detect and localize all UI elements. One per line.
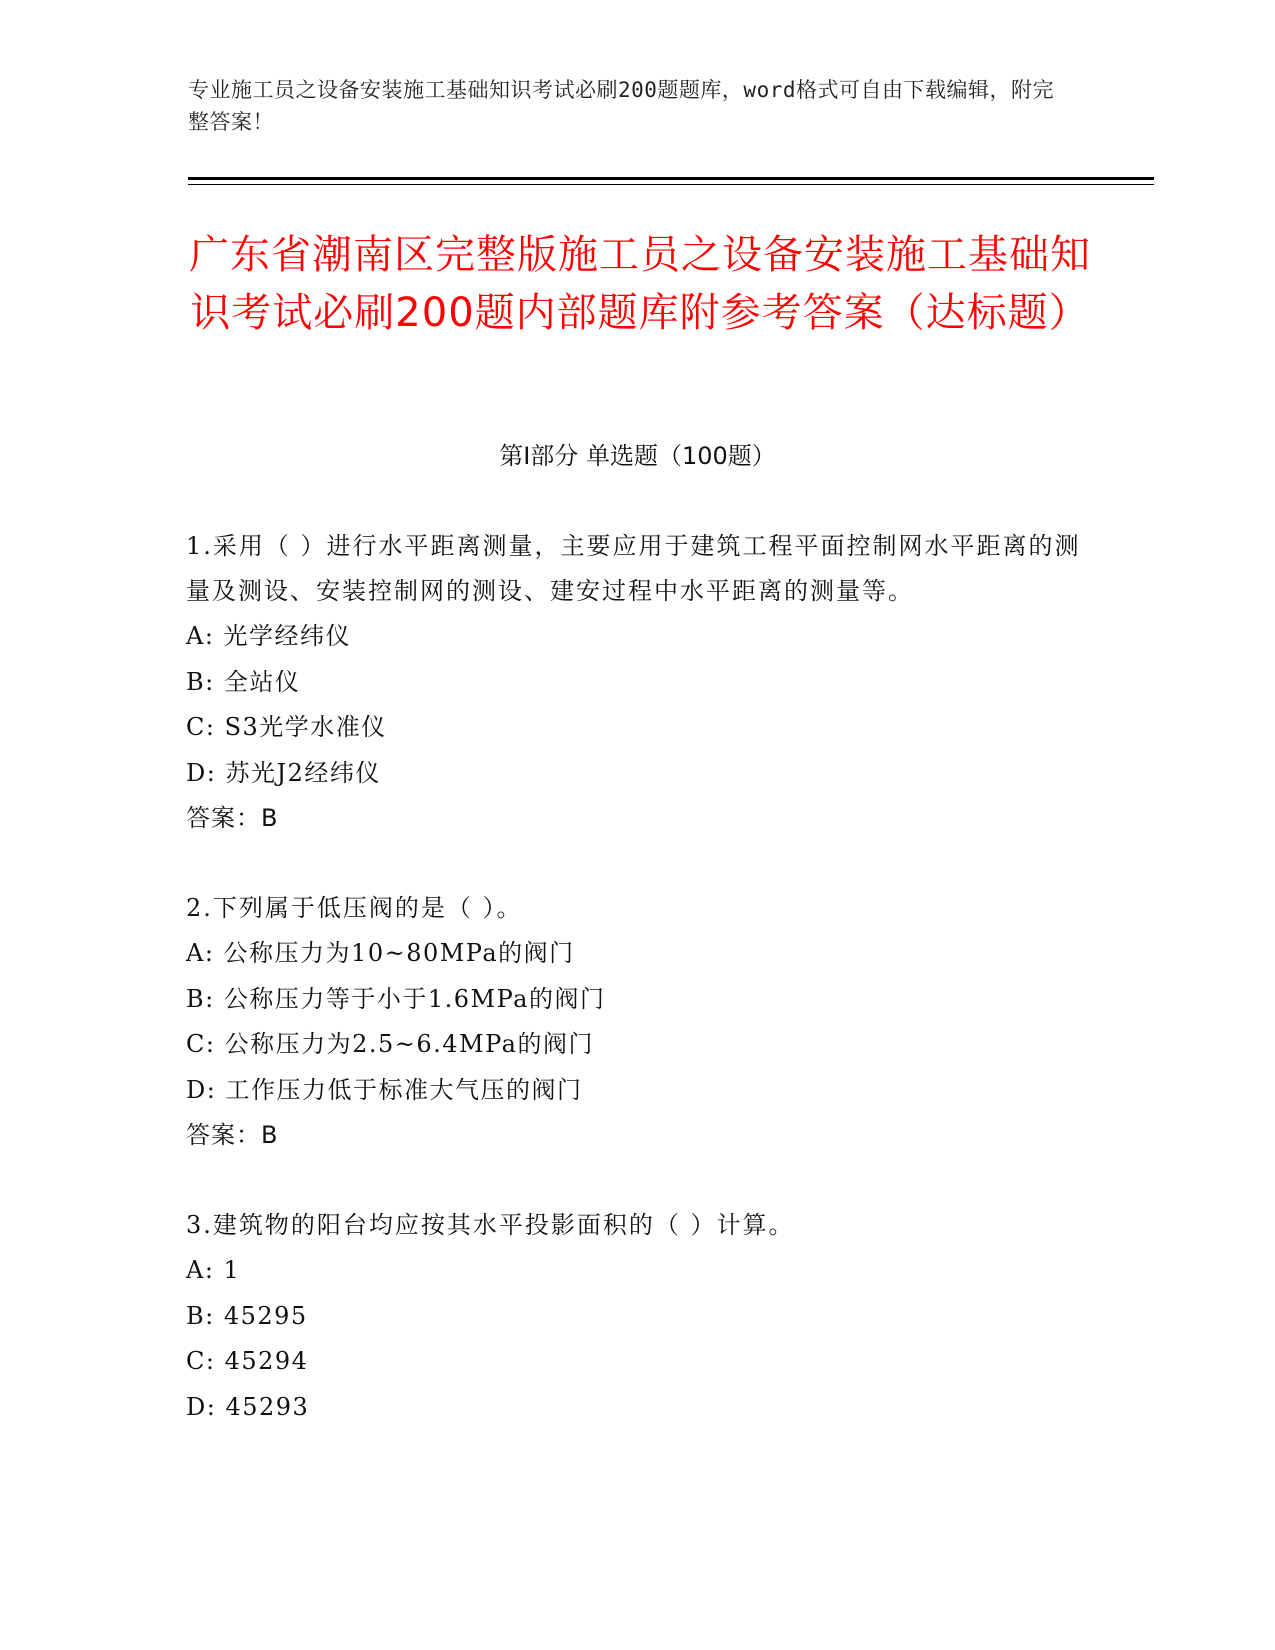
- header-divider-thin: [188, 184, 1154, 185]
- option-d: D: 45293: [186, 1392, 310, 1421]
- option-d: D: 工作压力低于标准大气压的阀门: [186, 1075, 583, 1104]
- question-3: [186, 1203, 1086, 1430]
- question-stem: 3.建筑物的阳台均应按其水平投影面积的（ ）计算。: [186, 1211, 795, 1239]
- option-c: C: 45294: [186, 1347, 309, 1375]
- question-stem: 2.下列属于低压阀的是（ ）。: [186, 894, 523, 922]
- answer-line: 答案：B: [186, 1121, 279, 1149]
- section-heading: 第I部分 单选题（100题）: [499, 442, 776, 470]
- option-a: A: 光学经纬仪: [186, 622, 352, 650]
- header-note: 专业施工员之设备安装施工基础知识考试必刷200题题库，word格式可自由下载编辑，附完整答案！: [188, 78, 1054, 134]
- option-c: C: S3光学水准仪: [186, 713, 387, 741]
- option-c: C: 公称压力为2.5~6.4MPa的阀门: [186, 1030, 594, 1058]
- option-d: D: 苏光J2经纬仪: [186, 758, 381, 787]
- option-a: A: 公称压力为10~80MPa的阀门: [186, 939, 575, 967]
- question-stem: 1.采用（ ）进行水平距离测量，主要应用于建筑工程平面控制网水平距离的测量及测设、安装控制网的测设、建安过程中水平距离的测量等。: [186, 532, 1081, 605]
- question-2: [186, 886, 1086, 1158]
- answer-line: 答案：B: [186, 804, 279, 832]
- question-list: [186, 524, 1086, 1475]
- option-a: A: 1: [186, 1256, 241, 1284]
- question-1: [186, 524, 1086, 841]
- document-title: 广东省潮南区完整版施工员之设备安装施工基础知识考试必刷200题内部题库附参考答案（达标题）: [189, 232, 1091, 336]
- option-b: B: 全站仪: [186, 667, 301, 696]
- header-divider-thick: [188, 177, 1154, 180]
- option-b: B: 公称压力等于小于1.6MPa的阀门: [186, 984, 606, 1013]
- option-b: B: 45295: [186, 1301, 308, 1330]
